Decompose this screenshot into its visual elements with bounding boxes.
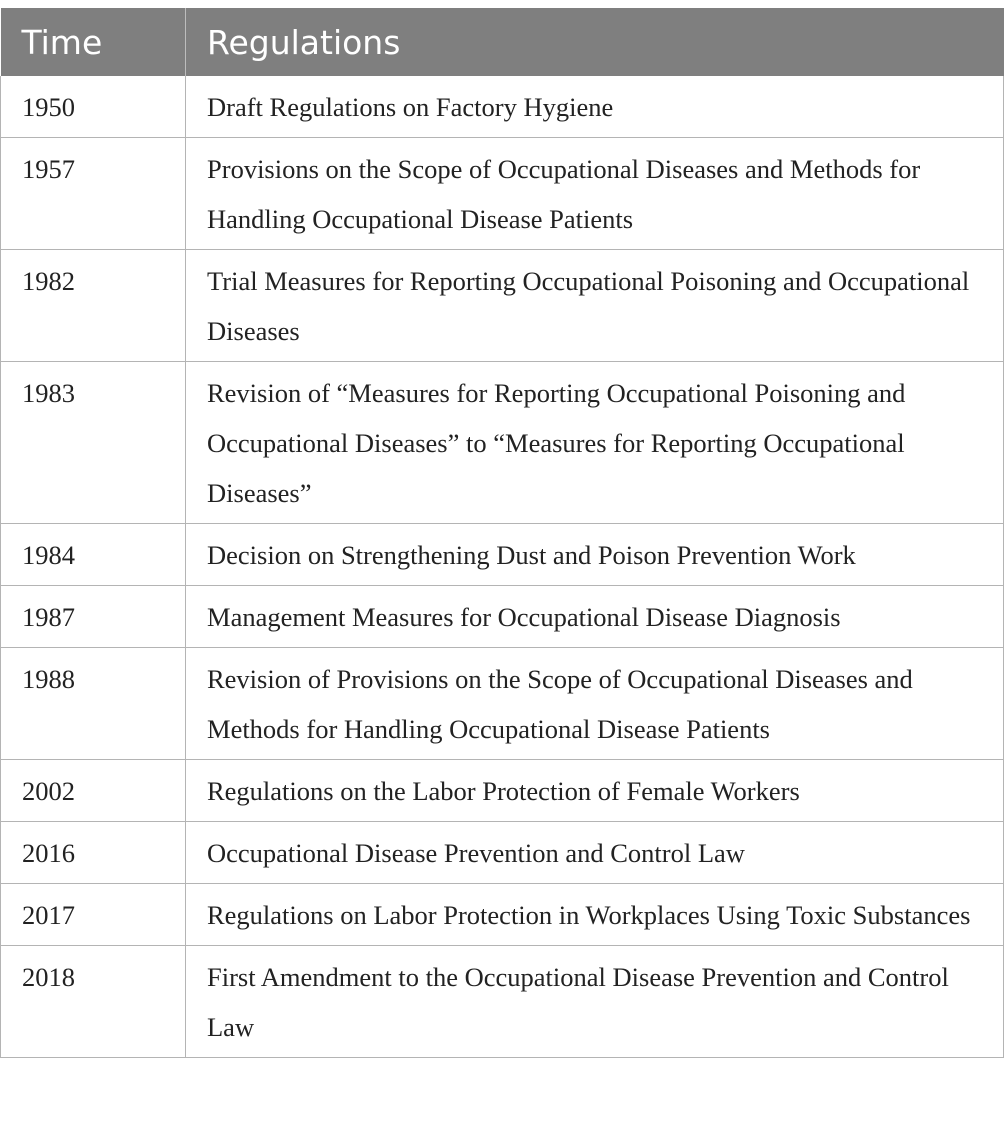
time-cell: 1950 [1, 76, 186, 138]
time-cell: 1984 [1, 524, 186, 586]
time-cell: 2002 [1, 760, 186, 822]
table-row [1, 760, 1004, 822]
regulation-cell: Decision on Strengthening Dust and Poison Prevention Work [186, 524, 1004, 586]
header-row [1, 8, 1004, 76]
time-cell: 2017 [1, 884, 186, 946]
time-cell: 2016 [1, 822, 186, 884]
time-cell: 2018 [1, 946, 186, 1058]
time-cell: 1988 [1, 648, 186, 760]
table-row [1, 362, 1004, 524]
column-header-regulations: Regulations [186, 8, 1004, 76]
table-row [1, 138, 1004, 250]
table-row [1, 946, 1004, 1058]
regulation-cell: Provisions on the Scope of Occupational Diseases and Methods for Handling Occupational Disease Patients [186, 138, 1004, 250]
table-row [1, 884, 1004, 946]
table-row [1, 524, 1004, 586]
table-row [1, 586, 1004, 648]
regulation-cell: Draft Regulations on Factory Hygiene [186, 76, 1004, 138]
table-header [1, 8, 1004, 76]
table-body [1, 76, 1004, 1058]
table-row [1, 250, 1004, 362]
regulation-cell: Regulations on the Labor Protection of Female Workers [186, 760, 1004, 822]
time-cell: 1957 [1, 138, 186, 250]
regulation-cell: Management Measures for Occupational Disease Diagnosis [186, 586, 1004, 648]
regulations-table [0, 8, 1004, 1058]
time-cell: 1987 [1, 586, 186, 648]
regulation-cell: First Amendment to the Occupational Disease Prevention and Control Law [186, 946, 1004, 1058]
time-cell: 1982 [1, 250, 186, 362]
regulations-table-container [0, 8, 1003, 1058]
table-row [1, 76, 1004, 138]
regulation-cell: Regulations on Labor Protection in Workplaces Using Toxic Substances [186, 884, 1004, 946]
regulation-cell: Revision of “Measures for Reporting Occupational Poisoning and Occupational Diseases” to “Measures for Reporting Occupational Diseases” [186, 362, 1004, 524]
regulation-cell: Trial Measures for Reporting Occupational Poisoning and Occupational Diseases [186, 250, 1004, 362]
regulation-cell: Occupational Disease Prevention and Control Law [186, 822, 1004, 884]
time-cell: 1983 [1, 362, 186, 524]
column-header-time: Time [1, 8, 186, 76]
table-row [1, 822, 1004, 884]
regulation-cell: Revision of Provisions on the Scope of Occupational Diseases and Methods for Handling Occupational Disease Patients [186, 648, 1004, 760]
table-row [1, 648, 1004, 760]
